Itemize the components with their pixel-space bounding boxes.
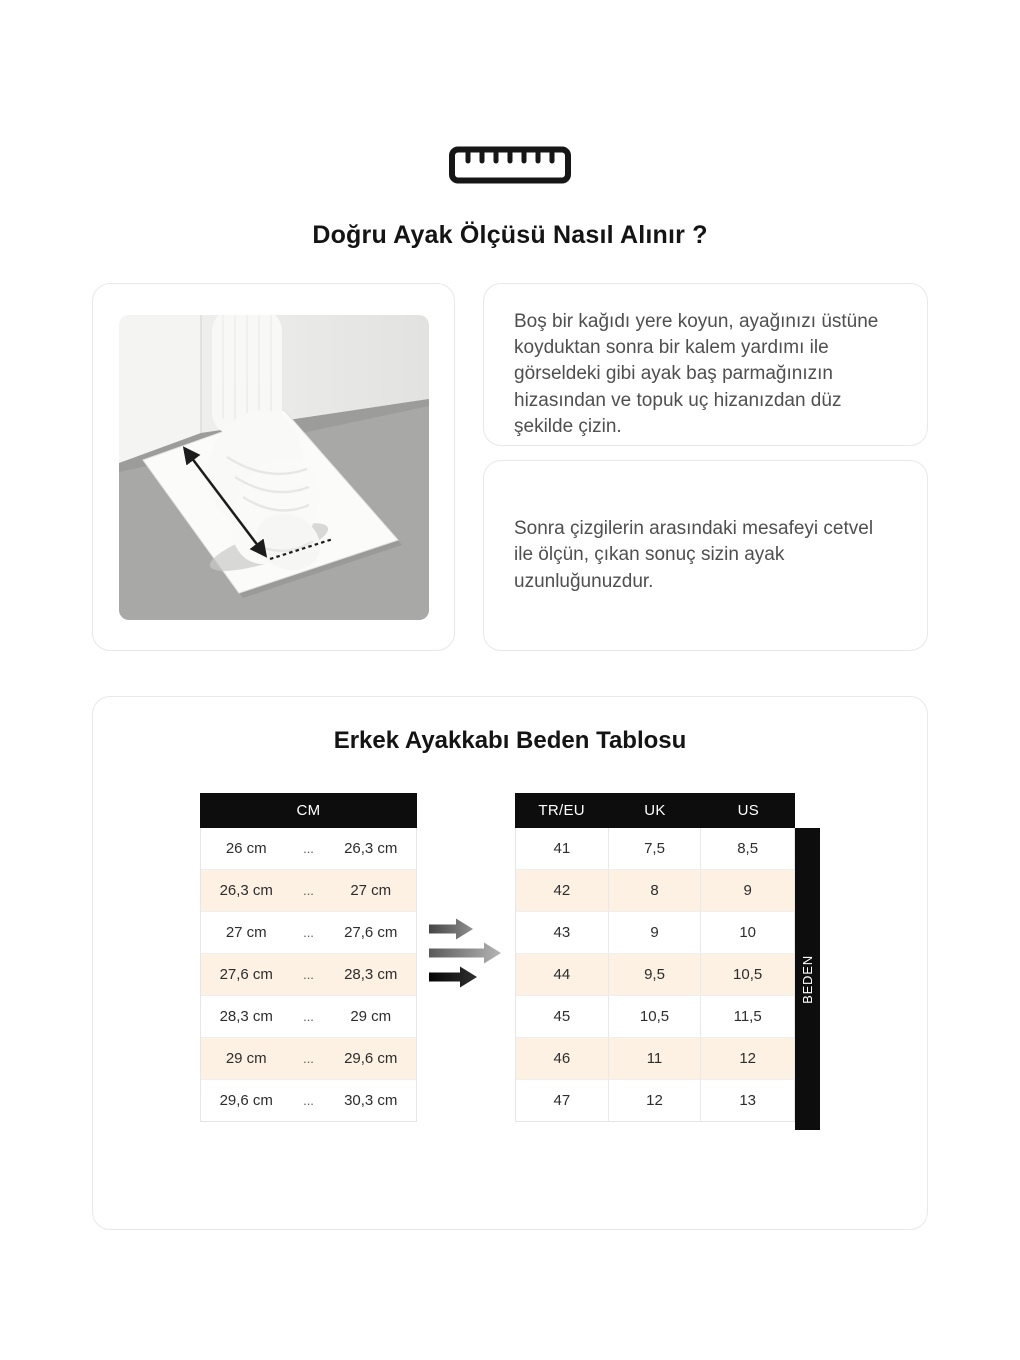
size-guide-page (92, 0, 928, 1360)
size-us: 13 (739, 1092, 756, 1109)
size-uk: 10,5 (609, 996, 702, 1037)
beden-side-label: BEDEN (795, 828, 820, 1130)
cm-range-max: 28,3 cm (344, 966, 398, 983)
guide-step-1-text: Boş bir kağıdı yere koyun, ayağınızı üstüne koyduktan sonra bir kalem yardımı ile görseldeki gibi ayak baş parmağınızın hizasından ve topuk uç hizanızdan düz şekilde çizin. (514, 311, 879, 437)
cm-table-row (201, 870, 416, 912)
foot-measurement-image-card (92, 283, 455, 651)
guide-title: Doğru Ayak Ölçüsü Nasıl Alınır ? (312, 221, 708, 249)
cm-range-max: 26,3 cm (344, 840, 398, 857)
size-us: 9 (743, 882, 752, 899)
guide-step-2-card (483, 460, 928, 651)
range-separator: ... (303, 1051, 314, 1066)
size-uk: 12 (609, 1080, 702, 1121)
cm-table-row (201, 912, 416, 954)
cm-table (200, 793, 417, 1122)
size-treu: 46 (516, 1038, 609, 1079)
cm-range-min: 26,3 cm (219, 882, 273, 899)
cm-range-min: 27,6 cm (219, 966, 273, 983)
size-us: 8,5 (737, 840, 759, 857)
cm-range-min: 27 cm (225, 924, 267, 941)
cm-table-header: CM (200, 793, 417, 828)
ruler-icon (448, 145, 572, 185)
size-us: 11,5 (733, 1008, 762, 1025)
cm-table-row (201, 1080, 416, 1121)
size-uk: 7,5 (609, 828, 702, 869)
size-chart-title: Erkek Ayakkabı Beden Tablosu (333, 727, 687, 754)
size-table-row (516, 996, 794, 1038)
cm-range-min: 26 cm (225, 840, 267, 857)
cm-range-max: 29,6 cm (344, 1050, 398, 1067)
size-table-header-row (515, 793, 795, 828)
range-separator: ... (303, 1009, 314, 1024)
size-table-row (516, 954, 794, 996)
cm-range-min: 28,3 cm (219, 1008, 273, 1025)
size-table-header-uk: UK (644, 802, 666, 819)
cm-table-row (201, 996, 416, 1038)
size-table-row (516, 828, 794, 870)
size-uk: 8 (609, 870, 702, 911)
cm-range-max: 27,6 cm (344, 924, 398, 941)
cm-table-row (201, 1038, 416, 1080)
size-treu: 44 (516, 954, 609, 995)
cm-range-max: 30,3 cm (344, 1092, 398, 1109)
size-table-header-us: US (737, 802, 760, 819)
cm-table-row (201, 954, 416, 996)
size-uk: 11 (609, 1038, 702, 1079)
cm-range-min: 29,6 cm (219, 1092, 273, 1109)
size-us: 12 (739, 1050, 756, 1067)
range-separator: ... (303, 925, 314, 940)
size-table-header-treu: TR/EU (538, 802, 585, 819)
size-treu: 43 (516, 912, 609, 953)
size-table-body (515, 828, 795, 1122)
size-us: 10,5 (733, 966, 763, 983)
cm-range-max: 27 cm (350, 882, 392, 899)
cm-table-body (200, 828, 417, 1122)
guide-text-column (483, 283, 928, 651)
size-conversion-arrows-icon (429, 918, 503, 988)
size-table-row (516, 870, 794, 912)
cm-range-max: 29 cm (350, 1008, 392, 1025)
size-uk: 9,5 (609, 954, 702, 995)
size-treu: 41 (516, 828, 609, 869)
range-separator: ... (303, 883, 314, 898)
size-table-row (516, 1080, 794, 1121)
size-table-row (516, 912, 794, 954)
guide-step-1-card (483, 283, 928, 446)
size-treu: 45 (516, 996, 609, 1037)
size-treu: 42 (516, 870, 609, 911)
ruler-icon-wrap (92, 145, 928, 185)
guide-step-2-text: Sonra çizgilerin arasındaki mesafeyi cetvel ile ölçün, çıkan sonuç sizin ayak uzunluğunuzdur. (514, 518, 874, 592)
conversion-arrows-wrap (417, 793, 515, 988)
range-separator: ... (303, 967, 314, 982)
cm-range-min: 29 cm (225, 1050, 267, 1067)
size-treu: 47 (516, 1080, 609, 1121)
size-uk: 9 (609, 912, 702, 953)
size-chart-tables (93, 793, 927, 1130)
guide-row (92, 283, 928, 651)
range-separator: ... (303, 841, 314, 856)
range-separator: ... (303, 1093, 314, 1108)
size-us: 10 (739, 924, 756, 941)
foot-measurement-photo (119, 315, 429, 620)
size-table (515, 793, 795, 1122)
size-chart-card (92, 696, 928, 1230)
cm-table-row (201, 828, 416, 870)
size-table-row (516, 1038, 794, 1080)
size-table-wrap (515, 793, 820, 1130)
